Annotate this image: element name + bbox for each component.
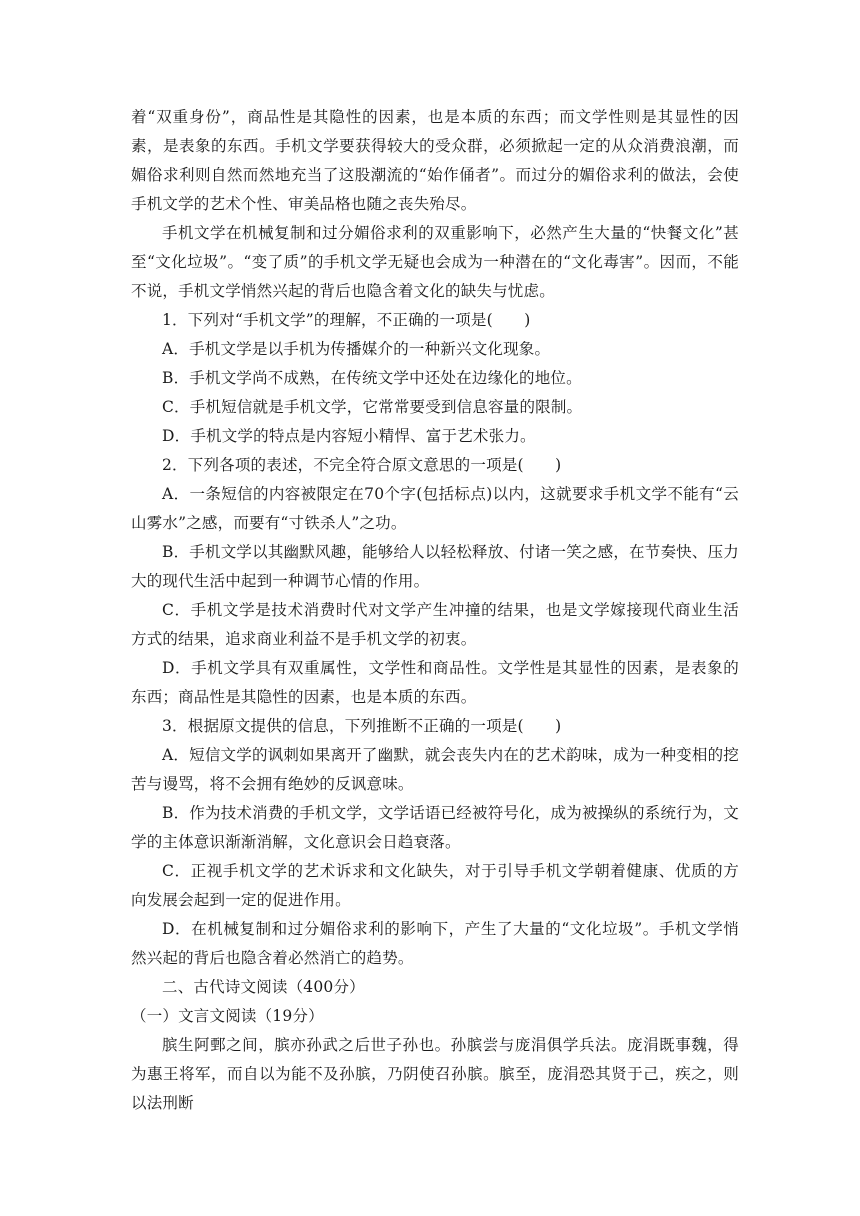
classical-text-paragraph: 膑生阿鄄之间，膑亦孙武之后世子孙也。孙膑尝与庞涓俱学兵法。庞涓既事魏，得为惠王将军，而自以为能不及孙膑，乃阴使召孙膑。膑至，庞涓恐其贤于己，疾之，则以法刑断: [131, 1036, 739, 1112]
question-1-stem: 1．下列对“手机文学”的理解，不正确的一项是( ): [162, 311, 531, 329]
question-3-option-a: A．短信文学的讽刺如果离开了幽默，就会丧失内在的艺术韵味，成为一种变相的挖苦与谩骂，将不会拥有绝妙的反讽意味。: [131, 746, 739, 793]
question-3-stem: 3．根据原文提供的信息，下列推断不正确的一项是( ): [162, 717, 562, 735]
question-2-option-d: D．手机文学具有双重属性，文学性和商品性。文学性是其显性的因素，是表象的东西；商品性是其隐性的因素，也是本质的东西。: [131, 659, 739, 706]
question-1-option-c: C．手机短信就是手机文学，它常常要受到信息容量的限制。: [162, 398, 583, 416]
question-2-option-b: B．手机文学以其幽默风趣，能够给人以轻松释放、付诸一笑之感，在节奏快、压力大的现代生活中起到一种调节心情的作用。: [131, 543, 739, 590]
section-heading: 二、古代诗文阅读（400分）: [162, 978, 365, 996]
question-2-option-c: C．手机文学是技术消费时代对文学产生冲撞的结果，也是文学嫁接现代商业生活方式的结果，追求商业利益不是手机文学的初衷。: [131, 601, 739, 648]
passage-paragraph: 着“双重身份”，商品性是其隐性的因素，也是本质的东西；而文学性则是其显性的因素，是表象的东西。手机文学要获得较大的受众群，必须掀起一定的从众消费浪潮，而媚俗求利则自然而然地充当了这股潮流的“始作俑者”。而过分的媚俗求利的做法，会使手机文学的艺术个性、审美品格也随之丧失殆尽。: [131, 108, 739, 213]
question-1-option-b: B．手机文学尚不成熟，在传统文学中还处在边缘化的地位。: [162, 369, 582, 387]
question-3-option-c: C．正视手机文学的艺术诉求和文化缺失，对于引导手机文学朝着健康、优质的方向发展会起到一定的促进作用。: [131, 862, 739, 909]
question-2-stem: 2．下列各项的表述，不完全符合原文意思的一项是( ): [162, 456, 562, 474]
question-3-option-d: D．在机械复制和过分媚俗求利的影响下，产生了大量的“文化垃圾”。手机文学悄然兴起的背后也隐含着必然消亡的趋势。: [131, 920, 739, 967]
question-1-option-d: D．手机文学的特点是内容短小精悍、富于艺术张力。: [162, 427, 536, 445]
question-2-option-a: A．一条短信的内容被限定在70个字(包括标点)以内，这就要求手机文学不能有“云山雾水”之感，而要有“寸铁杀人”之功。: [131, 485, 739, 532]
document-body: [131, 0, 739, 1118]
section-subheading: （一）文言文阅读（19分）: [131, 1007, 324, 1025]
question-1-option-a: A．手机文学是以手机为传播媒介的一种新兴文化现象。: [162, 340, 551, 358]
passage-paragraph: 手机文学在机械复制和过分媚俗求利的双重影响下，必然产生大量的“快餐文化”甚至“文化垃圾”。“变了质”的手机文学无疑也会成为一种潜在的“文化毒害”。因而，不能不说，手机文学悄然兴起的背后也隐含着文化的缺失与忧虑。: [131, 224, 739, 300]
question-3-option-b: B．作为技术消费的手机文学，文学话语已经被符号化，成为被操纵的系统行为，文学的主体意识渐渐消解，文化意识会日趋衰落。: [131, 804, 739, 851]
